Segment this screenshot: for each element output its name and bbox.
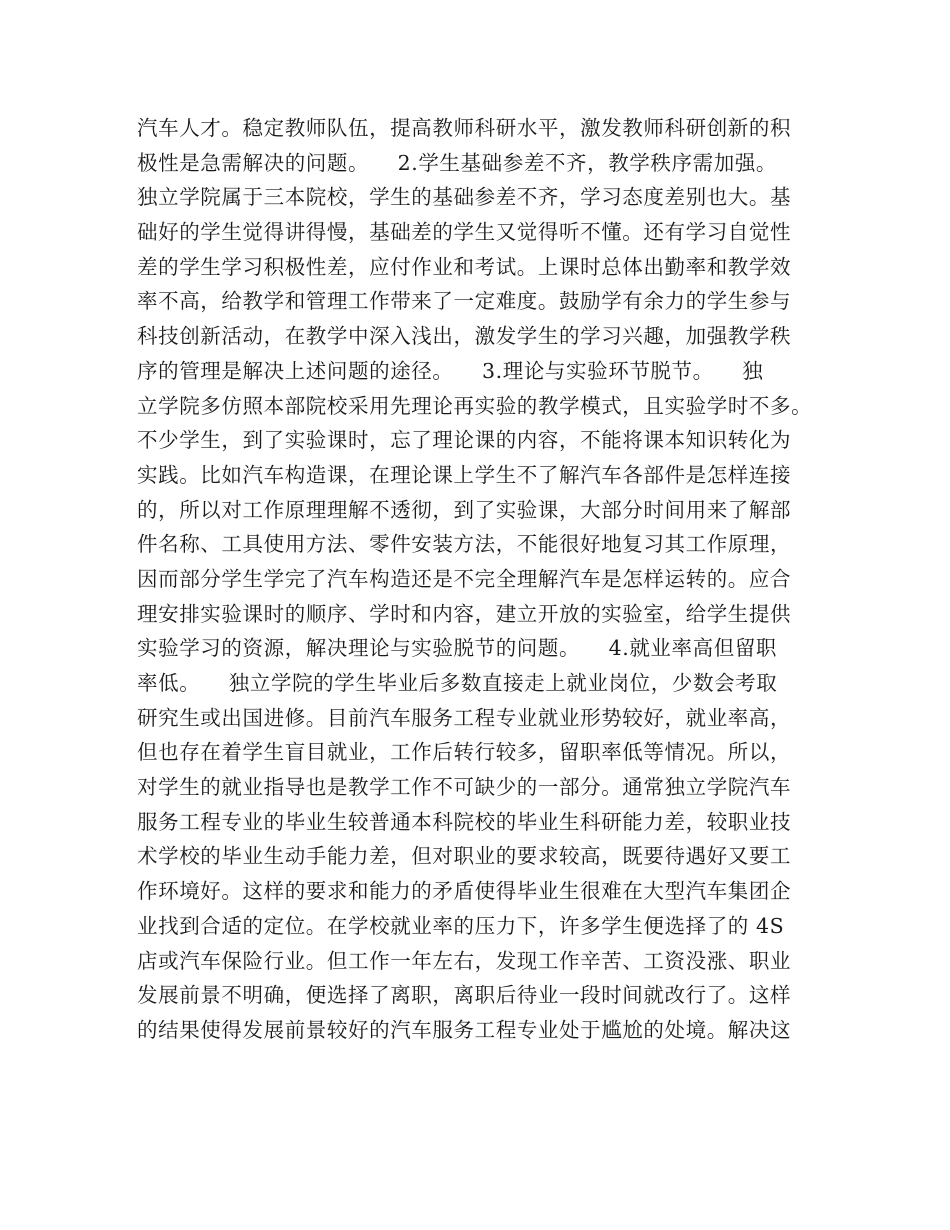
text-line: 实验学习的资源，解决理论与实验脱节的问题。 4.就业率高但留职: [137, 636, 778, 661]
text-line: 序的管理是解决上述问题的途径。 3.理论与实验环节脱节。 独: [137, 358, 764, 383]
text-line: 术学校的毕业生动手能力差，但对职业的要求较高，既要待遇好又要工: [137, 844, 792, 869]
text-line: 立学院多仿照本部院校采用先理论再实验的教学模式，且实验学时不多。: [137, 393, 813, 418]
text-line: 对学生的就业指导也是教学工作不可缺少的一部分。通常独立学院汽车: [137, 775, 792, 800]
text-line: 实践。比如汽车构造课，在理论课上学生不了解汽车各部件是怎样连接: [137, 462, 792, 487]
text-line: 率不高，给教学和管理工作带来了一定难度。鼓励学有余力的学生参与: [137, 289, 792, 314]
text-line: 率低。 独立学院的学生毕业后多数直接走上就业岗位，少数会考取: [137, 671, 778, 695]
text-line: 不少学生，到了实验课时，忘了理论课的内容，不能将课本知识转化为: [137, 428, 792, 453]
text-line: 作环境好。这样的要求和能力的矛盾使得毕业生很难在大型汽车集团企: [137, 879, 792, 904]
text-line: 发展前景不明确，便选择了离职，离职后待业一段时间就改行了。这样: [137, 983, 792, 1008]
text-line: 理安排实验课时的顺序、学时和内容，建立开放的实验室，给学生提供: [137, 601, 792, 626]
text-line: 差的学生学习积极性差，应付作业和考试。上课时总体出勤率和教学效: [137, 254, 792, 279]
text-line: 业找到合适的定位。在学校就业率的压力下，许多学生便选择了的 4S: [137, 913, 785, 938]
text-line: 极性是急需解决的问题。 2.学生基础参差不齐，教学秩序需加强。: [137, 150, 778, 175]
text-line: 服务工程专业的毕业生较普通本科院校的毕业生科研能力差，较职业技: [137, 809, 792, 834]
text-line: 店或汽车保险行业。但工作一年左右，发现工作辛苦、工资没涨、职业: [137, 948, 792, 973]
text-line: 的，所以对工作原理理解不透彻，到了实验课，大部分时间用来了解部: [137, 497, 792, 522]
text-line: 汽车人才。稳定教师队伍，提高教师科研水平，激发教师科研创新的积: [137, 116, 792, 140]
text-line: 础好的学生觉得讲得慢，基础差的学生又觉得听不懂。还有学习自觉性: [137, 220, 792, 245]
text-line: 件名称、工具使用方法、零件安装方法，不能很好地复习其工作原理，: [137, 532, 792, 557]
text-line: 独立学院属于三本院校，学生的基础参差不齐，学习态度差别也大。基: [137, 185, 792, 210]
text-line: 研究生或出国进修。目前汽车服务工程专业就业形势较好，就业率高，: [137, 705, 792, 730]
text-line: 因而部分学生学完了汽车构造还是不完全理解汽车是怎样运转的。应合: [137, 566, 792, 591]
text-line: 的结果使得发展前景较好的汽车服务工程专业处于尴尬的处境。解决这: [137, 1017, 792, 1042]
text-line: 但也存在着学生盲目就业，工作后转行较多，留职率低等情况。所以，: [137, 740, 792, 765]
text-line: 科技创新活动，在教学中深入浅出，激发学生的学习兴趣，加强教学秩: [137, 324, 792, 349]
body-paragraph: [137, 111, 837, 1048]
